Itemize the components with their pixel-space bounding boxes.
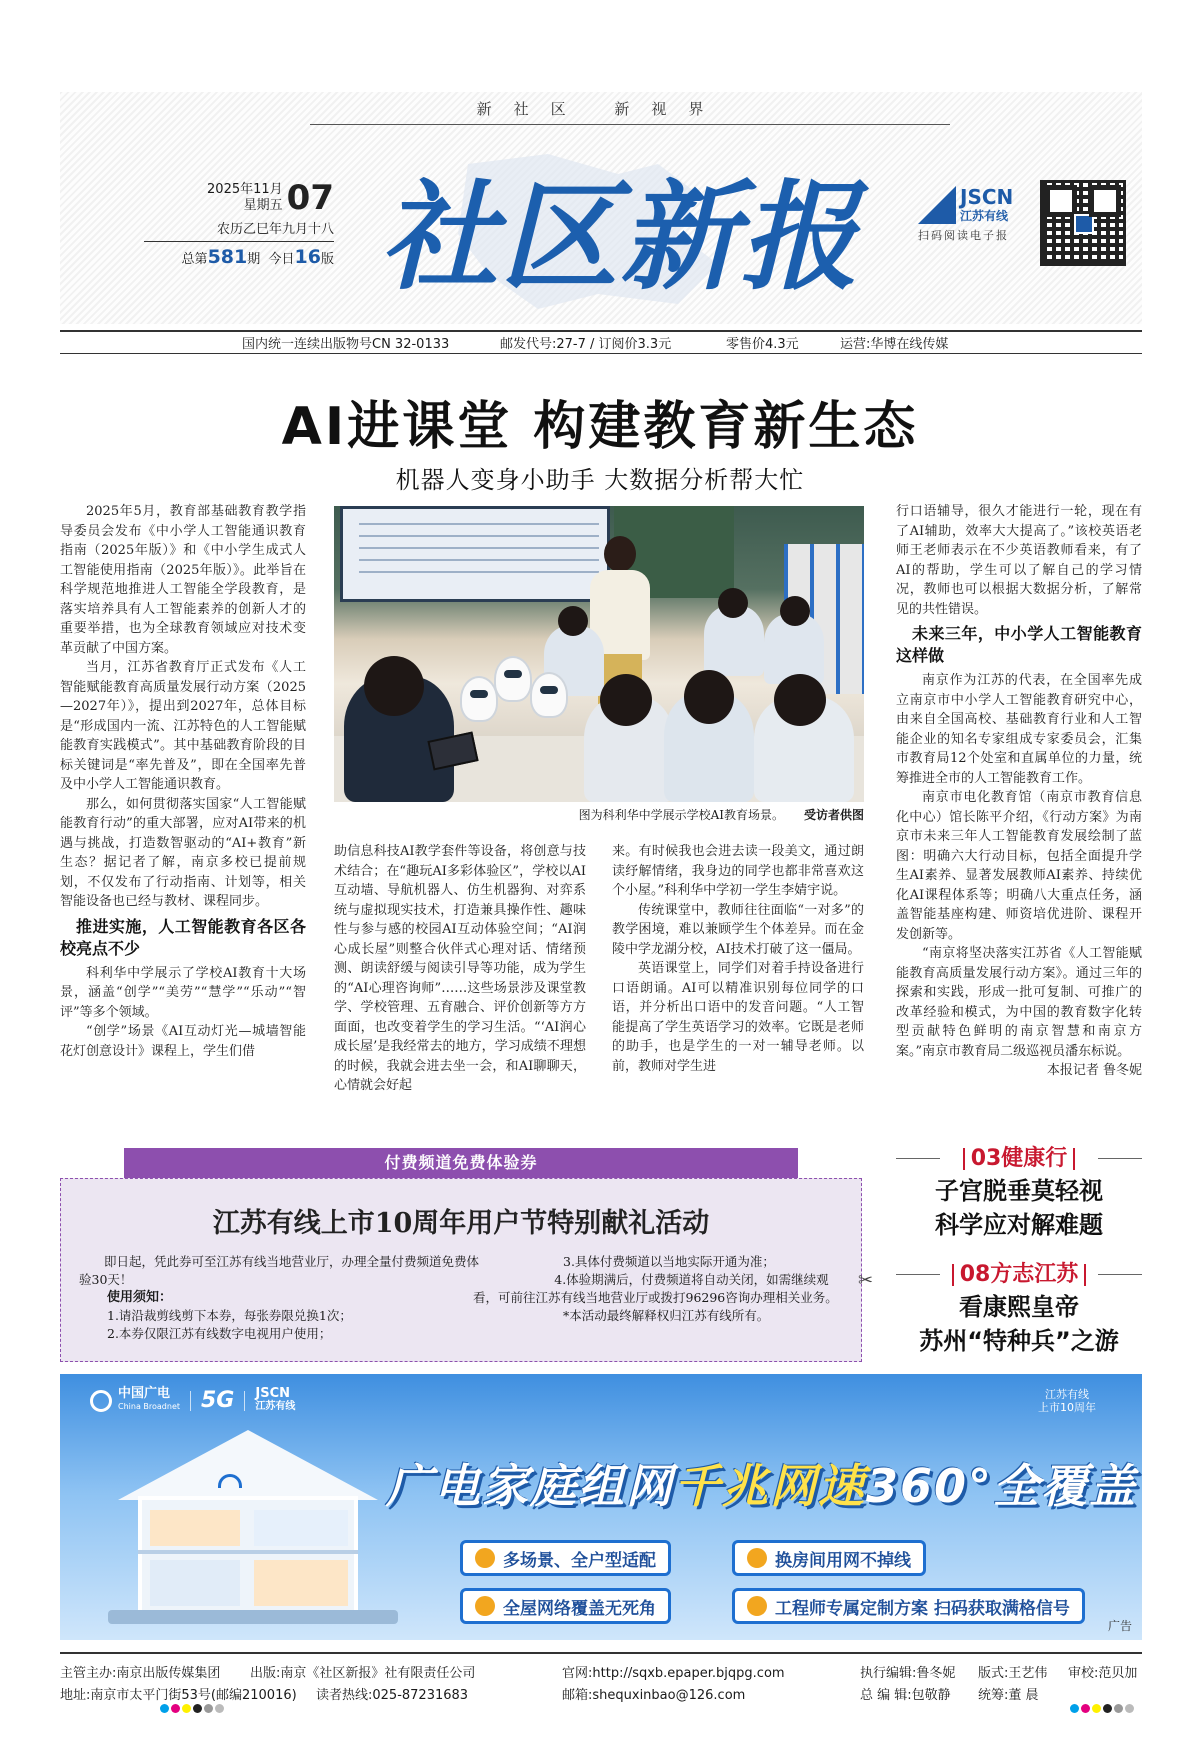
cn-number: 国内统一连续出版物号CN 32-0133 (242, 337, 450, 352)
teaser-title: 看康熙皇帝 (959, 1293, 1079, 1321)
coupon-right (473, 1253, 843, 1325)
coupon-rules-title: 使用须知： (107, 1290, 173, 1305)
teaser-tag-text: 03健康行 (970, 1146, 1068, 1171)
broadband-ad[interactable] (60, 1374, 1142, 1640)
teaser-title: 科学应对解难题 (935, 1211, 1103, 1239)
china-broadnet-icon (90, 1390, 112, 1412)
paragraph: 助信息科技AI教学套件等设备，将创意与技术结合；在“趣玩AI多彩体验区”，学校以AI互动墙、导航机器人、仿生机器狗、对弈系统与虚拟现实技术，打造兼具操作性、趣味性与参与感的校园AI互动体验空间；“AI润心成长屋”则整合伙伴式心理对话、情绪预测、朗读舒缓与阅读引导等功能，成为学生的“AI心理咨询师”……这些场景涉及课堂教学、学校管理、五育融合、评价创新等方方面面，也改变着学生的学习生活。“‘AI润心成长屋’是我经常去的地方，学习成绩不理想的时候，我就会进去坐一会，和AI聊聊天，心情就会好起 (334, 844, 586, 1093)
qr-code-icon[interactable] (1040, 180, 1126, 266)
coupon-tab: 付费频道免费体验券 (124, 1148, 798, 1178)
article-photo (334, 506, 864, 802)
badge-line-2: 上市10周年 (1038, 1401, 1096, 1414)
photo-caption (334, 806, 864, 823)
logo-text: 社区新报 (380, 167, 861, 306)
feature-text: 全屋网络覆盖无死角 (503, 1598, 656, 1619)
publication-info-bar (60, 330, 1142, 354)
color-registration-marks (1070, 1704, 1136, 1713)
caption-text: 图为科利华中学展示学校AI教育场景。 (578, 808, 784, 822)
jscn-brand (918, 186, 1042, 243)
coupon-rule: *本活动最终解释权归江苏有线所有。 (563, 1308, 770, 1323)
teaser-title: 子宫脱垂莫轻视 (935, 1177, 1103, 1205)
coupon-title: 江苏有线上市10周年用户节特别献礼活动 (212, 1208, 710, 1239)
feature-pill (460, 1540, 671, 1576)
paragraph: 那么，如何贯彻落实国家“人工智能赋能教育行动”的重大部署，应对AI带来的机遇与挑战，打造数智驱动的“AI+教育”新生态？据记者了解，南京多校已提前规划，不仅发布了行动指南、计划等，相关智能设备也已经与教材、课程同步。 (60, 796, 306, 909)
paragraph: 来。有时候我也会进去读一段美文，通过朗读纾解情绪，我身边的同学也都非常喜欢这个小屋。”科利华中学初一学生李婧宇说。 (612, 844, 864, 898)
footer-email[interactable]: 邮箱:shequxinbao@126.com (562, 1688, 746, 1703)
scissors-icon: ✂ (858, 1270, 874, 1291)
operator: 运营:华博在线传媒 (840, 337, 949, 352)
paragraph: 科利华中学展示了学校AI教育十大场景，涵盖“创学”“美劳”“慧学”“乐动”“智评”等多个领域。 (60, 965, 306, 1020)
date-day: 07 (286, 178, 334, 218)
brand-jscn: JSCN (255, 1386, 290, 1401)
paragraph: 2025年5月，教育部基础教育教学指导委员会发布《中小学人工智能通识教育指南（2025年版）》和《中小学生成式人工智能使用指南（2025年版）》。此举旨在科学规范地推进人工智能全学段教育，是落实培养具有人工智能素养的创新人才的重要举措，也为全球教育领域应对技术变革贡献了中国方案。 (60, 504, 306, 656)
robot-icon (460, 676, 498, 722)
footer-exec-editor: 执行编辑:鲁冬妮 (860, 1666, 956, 1681)
ad-slogan (386, 1450, 1137, 1516)
jscn-brand-name: 江苏有线 (960, 208, 1009, 223)
footer-sponsor: 主管主办:南京出版传媒集团 (60, 1666, 221, 1681)
house-illustration (98, 1430, 398, 1630)
engineer-icon (747, 1596, 767, 1616)
jscn-logo-icon (918, 186, 956, 224)
teaser-jiangsu[interactable] (896, 1260, 1142, 1358)
coupon-rule: 2.本券仅限江苏有线数字电视用户使用； (107, 1326, 332, 1341)
slogan-part-1: 广电家庭组网 (386, 1459, 674, 1513)
brand-jscn-cn: 江苏有线 (255, 1401, 296, 1412)
footer-coordinator: 统筹:董 晨 (978, 1688, 1039, 1703)
robot-icon (530, 672, 568, 718)
badge-line-1: 江苏有线 (1045, 1388, 1089, 1401)
feature-text: 工程师专属定制方案 扫码获取满格信号 (775, 1598, 1070, 1619)
teaser-tag-text: 08方志江苏 (959, 1262, 1079, 1287)
subheadline: 机器人变身小助手 大数据分析帮大忙 (395, 466, 805, 494)
footer-layout: 版式:王艺伟 (978, 1666, 1048, 1681)
postal-code: 邮发代号:27-7 / 订阅价3.3元 (500, 337, 672, 352)
retail-price: 零售价4.3元 (726, 337, 799, 352)
article-column-4 (896, 502, 1142, 1081)
paragraph: 南京市电化教育馆（南京市教育信息化中心）馆长陈平介绍，《行动方案》为南京市未来三年人工智能教育发展绘制了蓝图：明确六大行动目标，包括全面提升学生AI素养、显著发展教师AI素养、持续优化AI课程体系等；明确八大重点任务，涵盖智能基座构建、师资培优进阶、课程开发创新等。 (896, 790, 1142, 942)
teaser-title: 苏州“特种兵”之游 (919, 1327, 1119, 1355)
scan-hint: 扫码阅读电子报 (918, 229, 1009, 242)
pages-prefix: 今日 (268, 252, 295, 267)
jscn-brand-text: JSCN (960, 184, 1014, 209)
date-year-month: 2025年11月 (207, 182, 283, 197)
newspaper-logo (318, 144, 938, 314)
teaser-health[interactable] (896, 1144, 1142, 1242)
pages-number: 16 (294, 246, 321, 268)
pages-suffix: 版 (320, 252, 334, 267)
article-column-1 (60, 502, 306, 1061)
date-weekday: 星期五 (243, 198, 283, 213)
issue-prefix: 总第 (181, 252, 208, 267)
teaser-tag (896, 1260, 1142, 1290)
feature-text: 多场景、全户型适配 (503, 1550, 656, 1571)
teaser-tag (896, 1144, 1142, 1174)
footer-address: 地址:南京市太平门街53号(邮编210016) (60, 1688, 297, 1703)
anniversary-badge (1038, 1388, 1096, 1414)
paragraph: 英语课堂上，同学们对着手持设备进行口语朗诵。AI可以精准识别每位同学的口语，并分析出口语中的发音问题。“人工智能提高了学生英语学习的效率。它既是老师的助手，也是学生的一对一辅导老师。以前，教师对学生进 (612, 961, 864, 1074)
footer-review: 审校:范贝加 (1068, 1666, 1138, 1681)
smart-board (340, 506, 610, 602)
ad-brands (90, 1388, 295, 1413)
coupon[interactable] (60, 1178, 862, 1362)
brand-5g: 5G (201, 1388, 235, 1413)
robot-icon (494, 656, 532, 702)
paragraph: 南京作为江苏的代表，在全国率先成立南京市中小学人工智能教育研究中心，由来自全国高校、基础教育行业和人工智能企业的知名专家组成专家委员会，汇集市教育局12个处室和直属单位的力量，统筹推进全市的人工智能教育工作。 (896, 673, 1142, 786)
footer-website[interactable]: 官网:http://sqxb.epaper.bjqpg.com (562, 1666, 785, 1681)
date-box (144, 180, 334, 268)
byline: 本报记者 鲁冬妮 (1046, 1063, 1142, 1078)
section-heading: 推进实施，人工智能教育各区各校亮点不少 (60, 916, 306, 958)
issue-suffix: 期 (247, 252, 261, 267)
brand-china-broadnet-en: China Broadnet (118, 1402, 180, 1411)
coupon-left (79, 1253, 509, 1343)
footer-hotline: 读者热线:025-87231683 (316, 1688, 469, 1703)
color-registration-marks (160, 1704, 226, 1713)
issue-info (144, 246, 334, 268)
feature-pill (732, 1540, 926, 1576)
coupon-rule: 1.请沿裁剪线剪下本券，每张券限兑换1次； (107, 1308, 352, 1323)
feature-icon (747, 1548, 767, 1568)
masthead (60, 92, 1142, 324)
feature-pill (732, 1588, 1085, 1624)
paragraph: 行口语辅导，很久才能进行一轮，现在有了AI辅助，效率大大提高了。”该校英语老师王老师表示在不少英语教师看来，有了AI的帮助，学生可以了解自己的学习情况，教师也可以根据大数据分析，了解常见的共性错误。 (896, 504, 1142, 617)
coupon-rule: 4.体验期满后，付费频道将自动关闭，如需继续观看，可前往江苏有线当地营业厅或拨打96296咨询办理相关业务。 (473, 1272, 838, 1305)
article-column-3 (612, 842, 864, 1076)
feature-text: 换房间用网不掉线 (775, 1550, 911, 1571)
ad-label: 广告 (1107, 1619, 1132, 1633)
paragraph: 传统课堂中，教师往往面临“一对多”的教学困境，难以兼顾学生个体差异。而在金陵中学龙湖分校，AI技术打破了这一僵局。 (612, 902, 864, 957)
feature-icon (475, 1548, 495, 1568)
footer-publisher: 出版:南京《社区新报》社有限责任公司 (250, 1666, 476, 1681)
coupon-intro: 即日起，凭此券可至江苏有线当地营业厅，办理全量付费频道免费体验30天！ (79, 1254, 480, 1287)
article-column-2 (334, 842, 586, 1096)
headline: AI进课堂 构建教育新生态 (281, 397, 919, 457)
issue-number: 581 (207, 246, 248, 268)
slogan-part-2: 千兆网速 (674, 1459, 866, 1513)
footer (60, 1652, 1142, 1712)
brand-china-broadnet: 中国广电 (118, 1386, 171, 1401)
lunar-date: 农历乙巳年九月十八 (144, 218, 334, 242)
section-heading: 未来三年，中小学人工智能教育这样做 (896, 624, 1142, 665)
paragraph: “南京将坚决落实江苏省《人工智能赋能教育高质量发展行动方案》。通过三年的探索和实践，形成一批可复制、可推广的改革经验和模式，为中国的教育数字化转型贡献特色鲜明的南京智慧和南京方案。”南京市教育局二级巡视员潘东标说。 (896, 946, 1142, 1059)
footer-chief-editor: 总 编 辑:包敬静 (860, 1688, 951, 1703)
coupon-rule: 3.具体付费频道以当地实际开通为准； (563, 1254, 775, 1269)
feature-pill (460, 1588, 671, 1624)
photo-credit: 受访者供图 (803, 808, 864, 822)
slogan-part-3: 360°全覆盖 (866, 1459, 1138, 1513)
home-icon (475, 1596, 495, 1616)
slogan-divider (310, 124, 950, 125)
paragraph: “创学”场景《AI互动灯光—城墙智能花灯创意设计》课程上，学生们借 (60, 1024, 306, 1059)
masthead-slogan: 新社区 新视界 (476, 100, 726, 118)
paragraph: 当月，江苏省教育厅正式发布《人工智能赋能教育高质量发展行动方案（2025—2027年）》，提出到2027年，总体目标是“形成国内一流、江苏特色的人工智能赋能教育实践模式”。其中基础教育阶段的目标关键词是“率先普及”，即在全国率先普及中小学人工智能通识教育。 (60, 660, 306, 792)
